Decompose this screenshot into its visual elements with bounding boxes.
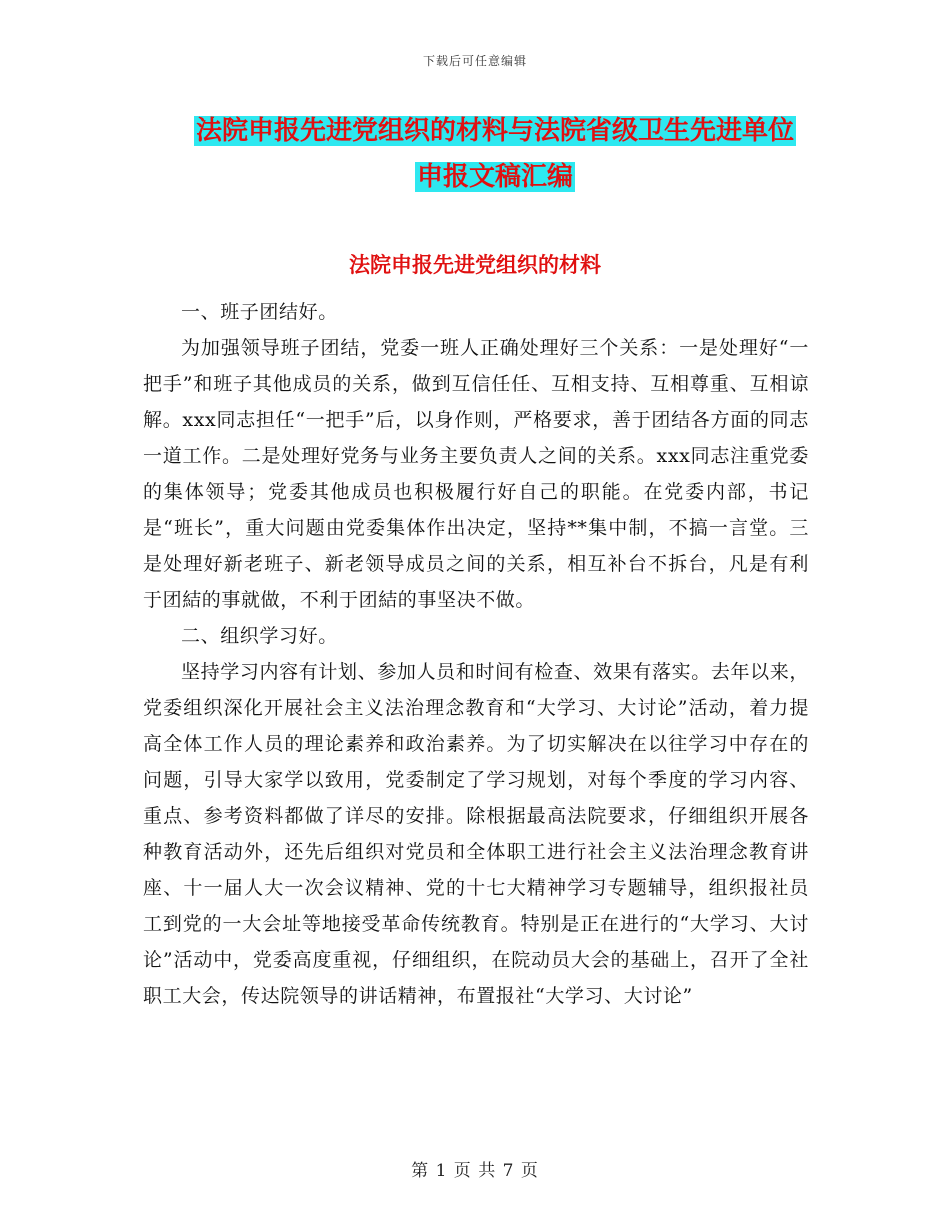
document-body (143, 294, 809, 1014)
document-title (150, 108, 840, 200)
document-title-line2: 申报文稿汇编 (416, 162, 573, 192)
paragraph-heading-2: 二、组织学习好。 (181, 625, 338, 647)
page-footer: 第 1 页 共 7 页 (411, 1161, 539, 1181)
paragraph: 坚持学习内容有计划、参加人员和时间有检查、效果有落实。去年以来，党委组织深化开展社会主义法治理念教育和“大学习、大讨论”活动，着力提高全体工作人员的理论素养和政治素养。为了切实解决在以往学习中存在的问题，引导大家学以致用，党委制定了学习规划，对每个季度的学习内容、重点、参考资料都做了详尽的安排。除根据最高法院要求，仔细组织开展各种教育活动外，还先后组织对党员和全体职工进行社会主义法治理念教育讲座、十一届人大一次会议精神、党的十七大精神学习专题辅导，组织报社员工到党的一大会址等地接受革命传统教育。特别是正在进行的“大学习、大讨论”活动中，党委高度重视，仔细组织，在院动员大会的基础上，召开了全社职工大会，传达院领导的讲话精神，布置报社“大学习、大讨论” (143, 661, 809, 1007)
document-title-line1: 法院申报先进党组织的材料与法院省级卫生先进单位 (195, 116, 794, 146)
paragraph: 为加强领导班子团结，党委一班人正确处理好三个关系：一是处理好“一把手”和班子其他成员的关系，做到互信任任、互相支持、互相尊重、互相谅解。xxx同志担任“一把手”后，以身作则，严格要求，善于团结各方面的同志一道工作。二是处理好党务与业务主要负责人之间的关系。xxx同志注重党委的集体领导；党委其他成员也积极履行好自己的职能。在党委内部，书记是“班长”，重大问题由党委集体作出决定，坚持**集中制，不搞一言堂。三是处理好新老班子、新老领导成员之间的关系，相互补台不拆台，凡是有利于团結的事就做，不利于团結的事坚决不做。 (143, 337, 809, 611)
header-note: 下载后可任意编辑 (422, 54, 527, 68)
paragraph-heading-1: 一、班子团结好。 (181, 301, 338, 323)
section-title: 法院申报先进党组织的材料 (349, 253, 601, 277)
